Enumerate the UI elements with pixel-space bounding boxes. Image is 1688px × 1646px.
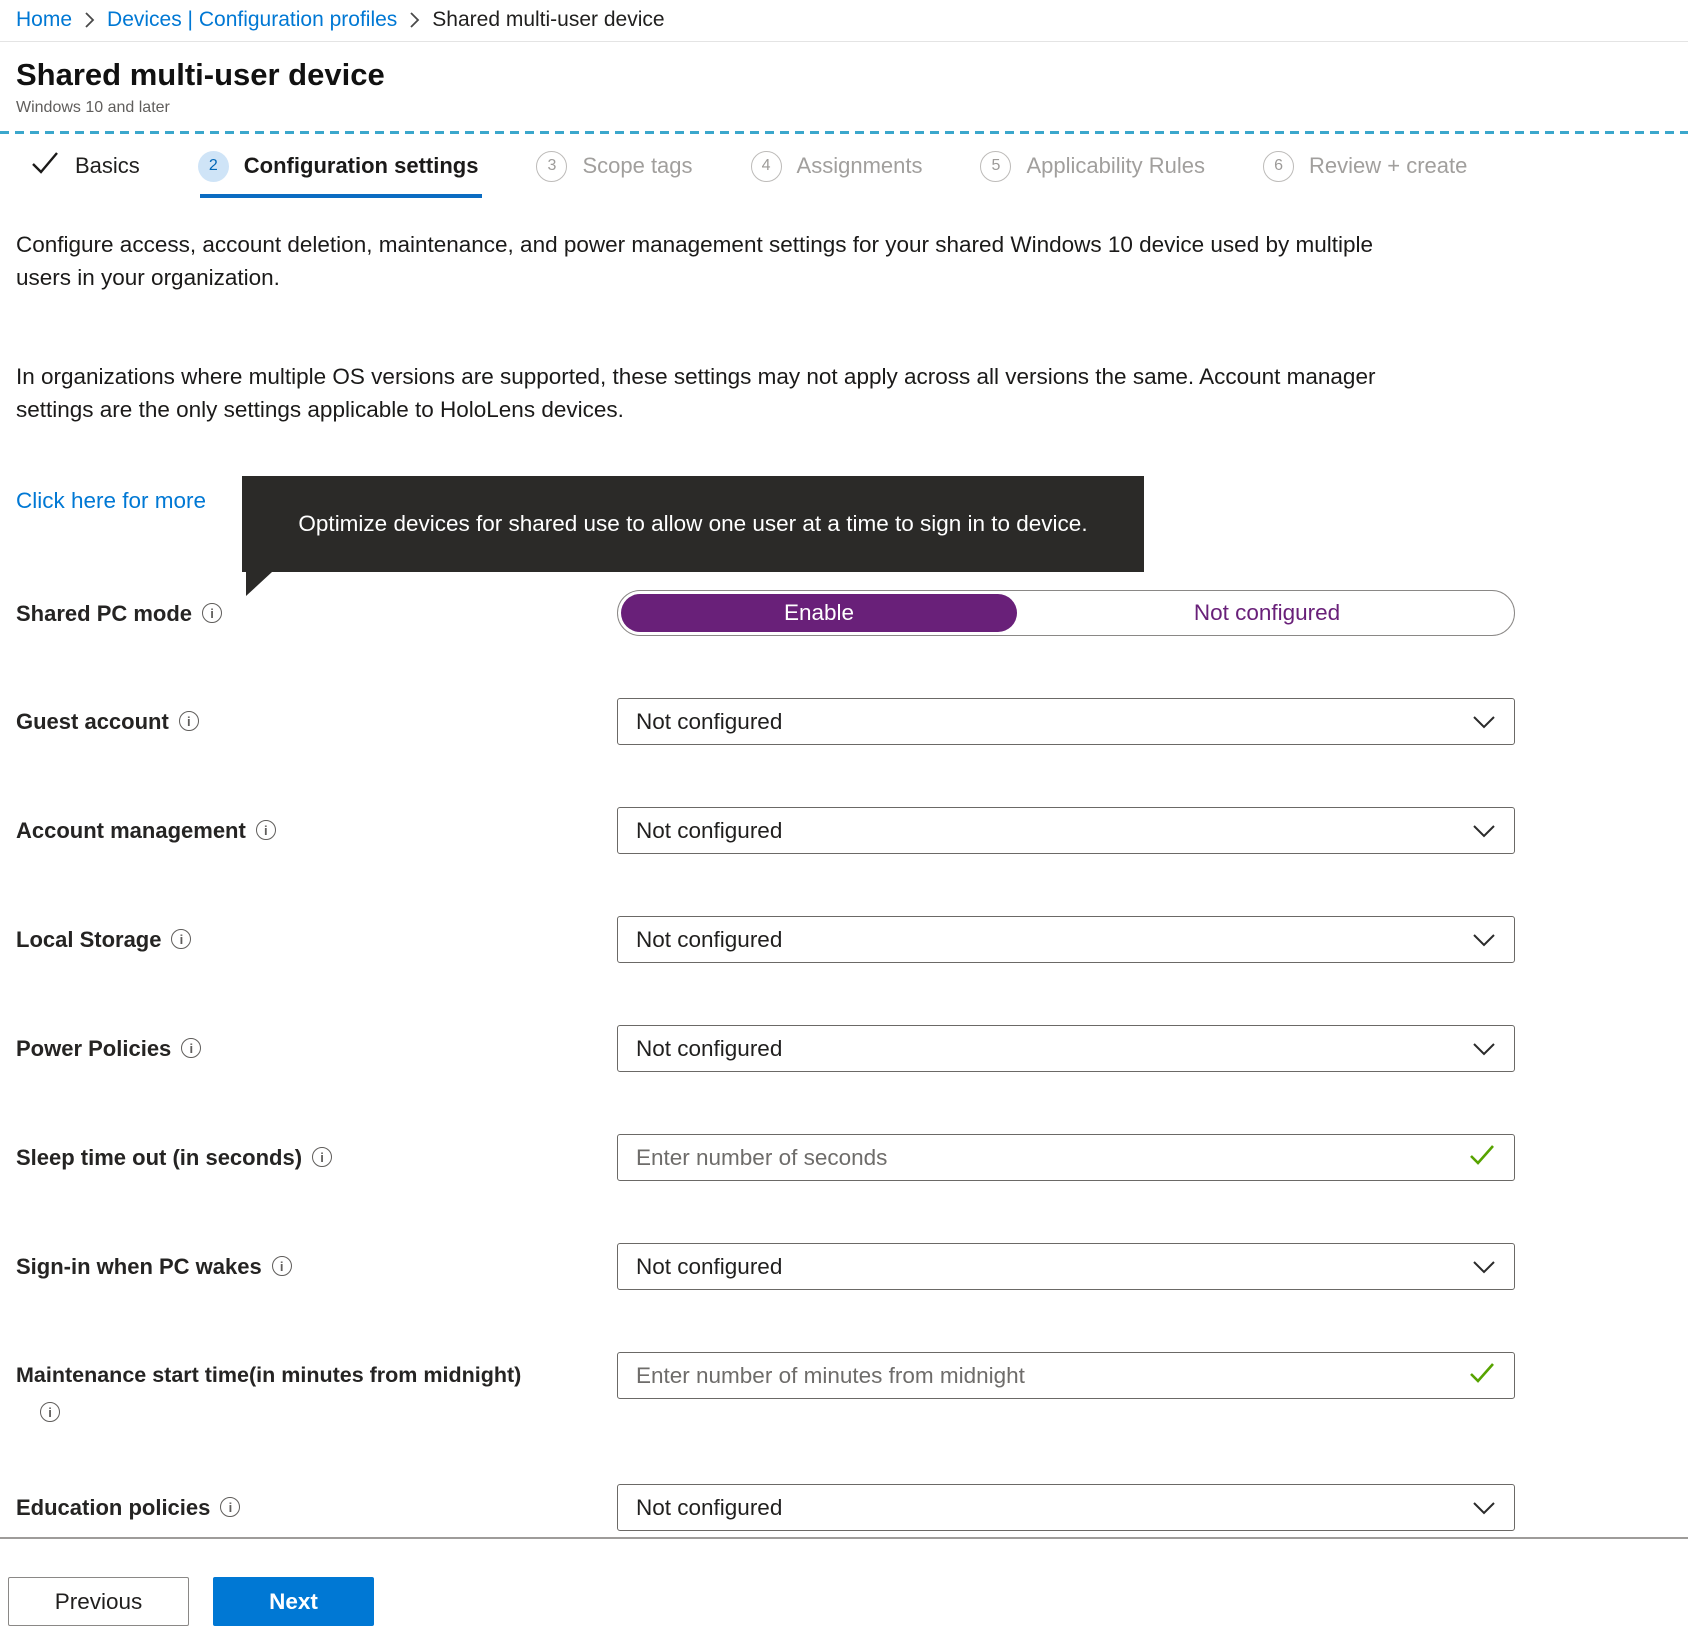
field-label-text: Shared PC mode <box>16 601 193 626</box>
page-header <box>0 42 1688 131</box>
field-label-text: Sleep time out (in seconds) <box>16 1145 303 1170</box>
dropdown-value: Not configured <box>636 926 783 952</box>
info-icon[interactable]: i <box>181 1038 201 1058</box>
chevron-down-icon <box>1472 1254 1496 1280</box>
field-label-signin-when-pc-wakes <box>16 1243 617 1290</box>
check-icon <box>30 148 60 184</box>
breadcrumb-chevron-icon <box>409 11 420 29</box>
field-label-text: Maintenance start time(in minutes from midnight) <box>16 1363 522 1387</box>
wizard-steps <box>0 134 1688 200</box>
field-label-text: Local Storage <box>16 927 162 952</box>
chevron-down-icon <box>1472 1036 1496 1062</box>
field-label-guest-account <box>16 698 617 745</box>
step-number-badge: 5 <box>980 151 1011 182</box>
dropdown-value: Not configured <box>636 817 783 843</box>
local-storage-row <box>16 916 1672 963</box>
page-subtitle: Windows 10 and later <box>16 99 170 116</box>
step-label: Configuration settings <box>243 153 479 178</box>
field-label-text: Power Policies <box>16 1036 172 1061</box>
breadcrumb-link-home[interactable]: Home <box>16 8 73 31</box>
next-button[interactable]: Next <box>213 1577 374 1626</box>
step-configuration-settings[interactable] <box>198 151 479 198</box>
dropdown-value: Not configured <box>636 1253 783 1279</box>
info-icon[interactable]: i <box>256 820 276 840</box>
local-storage-dropdown[interactable] <box>617 916 1515 963</box>
step-applicability-rules[interactable] <box>980 151 1205 198</box>
info-icon[interactable]: i <box>202 603 222 623</box>
step-assignments[interactable] <box>751 151 923 198</box>
power-policies-row <box>16 1025 1672 1072</box>
field-label-education-policies <box>16 1484 617 1531</box>
maintenance-start-time-row <box>16 1352 1672 1422</box>
step-number-badge: 6 <box>1263 151 1294 182</box>
toggle-not-configured-option[interactable]: Not configured <box>1193 600 1341 625</box>
info-icon[interactable]: i <box>171 929 191 949</box>
signin-when-pc-wakes-row <box>16 1243 1672 1290</box>
wizard-footer <box>8 1577 1672 1626</box>
link-tooltip-zone <box>16 426 1672 590</box>
valid-check-icon <box>1468 1143 1496 1173</box>
tooltip-text: Optimize devices for shared use to allow one user at a time to sign in to device. <box>298 511 1088 536</box>
shared-pc-mode-row <box>16 590 1672 636</box>
dropdown-value: Not configured <box>636 1035 783 1061</box>
step-label: Basics <box>75 153 140 178</box>
field-label-text: Sign-in when PC wakes <box>16 1254 262 1279</box>
tooltip-tail <box>246 572 272 596</box>
intro-paragraph: Configure access, account deletion, maintenance, and power management settings for your shared Windows 10 device used by multiple users in your organization. <box>16 232 1374 290</box>
breadcrumb-link-configuration-profiles[interactable]: Devices | Configuration profiles <box>107 8 398 31</box>
valid-check-icon <box>1468 1361 1496 1391</box>
chevron-down-icon <box>1472 709 1496 735</box>
chevron-down-icon <box>1472 1495 1496 1521</box>
info-icon[interactable]: i <box>312 1147 332 1167</box>
os-note-paragraph: In organizations where multiple OS versions are supported, these settings may not apply across all versions the same. Account manager settings are the only settings applicable to HoloLens devices. <box>16 364 1376 422</box>
step-label: Applicability Rules <box>1026 153 1206 178</box>
education-policies-dropdown[interactable] <box>617 1484 1515 1531</box>
step-label: Scope tags <box>582 153 693 178</box>
info-icon[interactable]: i <box>40 1402 60 1422</box>
sleep-timeout-row <box>16 1134 1672 1181</box>
field-label-local-storage <box>16 916 617 963</box>
more-info-link[interactable]: Click here for more <box>16 488 207 513</box>
chevron-down-icon <box>1472 818 1496 844</box>
step-number-badge: 4 <box>751 151 782 182</box>
dropdown-value: Not configured <box>636 1494 783 1520</box>
step-label: Review + create <box>1309 153 1468 178</box>
account-management-dropdown[interactable] <box>617 807 1515 854</box>
shared-pc-mode-toggle <box>617 590 1515 636</box>
info-icon[interactable]: i <box>179 711 199 731</box>
field-label-text: Account management <box>16 818 246 843</box>
step-basics[interactable] <box>30 148 140 200</box>
signin-when-pc-wakes-dropdown[interactable] <box>617 1243 1515 1290</box>
account-management-row <box>16 807 1672 854</box>
step-scope-tags[interactable] <box>536 151 692 198</box>
info-icon[interactable]: i <box>272 1256 292 1276</box>
field-label-power-policies <box>16 1025 617 1072</box>
guest-account-row <box>16 698 1672 745</box>
step-review-create[interactable] <box>1263 151 1467 198</box>
field-label-maintenance-start-time <box>16 1352 617 1422</box>
info-icon[interactable]: i <box>220 1497 240 1517</box>
education-policies-row <box>16 1484 1672 1531</box>
step-label: Assignments <box>796 153 923 178</box>
previous-button[interactable]: Previous <box>8 1577 189 1626</box>
field-label-account-management <box>16 807 617 854</box>
step-number-badge: 2 <box>198 151 229 182</box>
chevron-down-icon <box>1472 927 1496 953</box>
step-number-badge: 3 <box>536 151 567 182</box>
field-label-text: Guest account <box>16 709 169 734</box>
breadcrumb-chevron-icon <box>84 11 95 29</box>
breadcrumb-current: Shared multi-user device <box>432 8 665 31</box>
power-policies-dropdown[interactable] <box>617 1025 1515 1072</box>
dropdown-value: Not configured <box>636 708 783 734</box>
field-label-text: Education policies <box>16 1495 211 1520</box>
field-label-sleep-timeout <box>16 1134 617 1181</box>
field-label-shared-pc-mode <box>16 590 617 636</box>
configuration-form <box>16 590 1672 1531</box>
maintenance-start-time-field <box>617 1352 1515 1399</box>
sleep-timeout-input[interactable] <box>636 1145 1456 1171</box>
maintenance-start-time-input[interactable] <box>636 1363 1456 1389</box>
footer-divider <box>0 1537 1688 1539</box>
shared-pc-mode-tooltip <box>242 476 1144 572</box>
sleep-timeout-field <box>617 1134 1515 1181</box>
breadcrumb <box>0 0 1688 42</box>
page-title: Shared multi-user device <box>16 57 385 92</box>
toggle-enable-option[interactable]: Enable <box>621 594 1017 632</box>
guest-account-dropdown[interactable] <box>617 698 1515 745</box>
